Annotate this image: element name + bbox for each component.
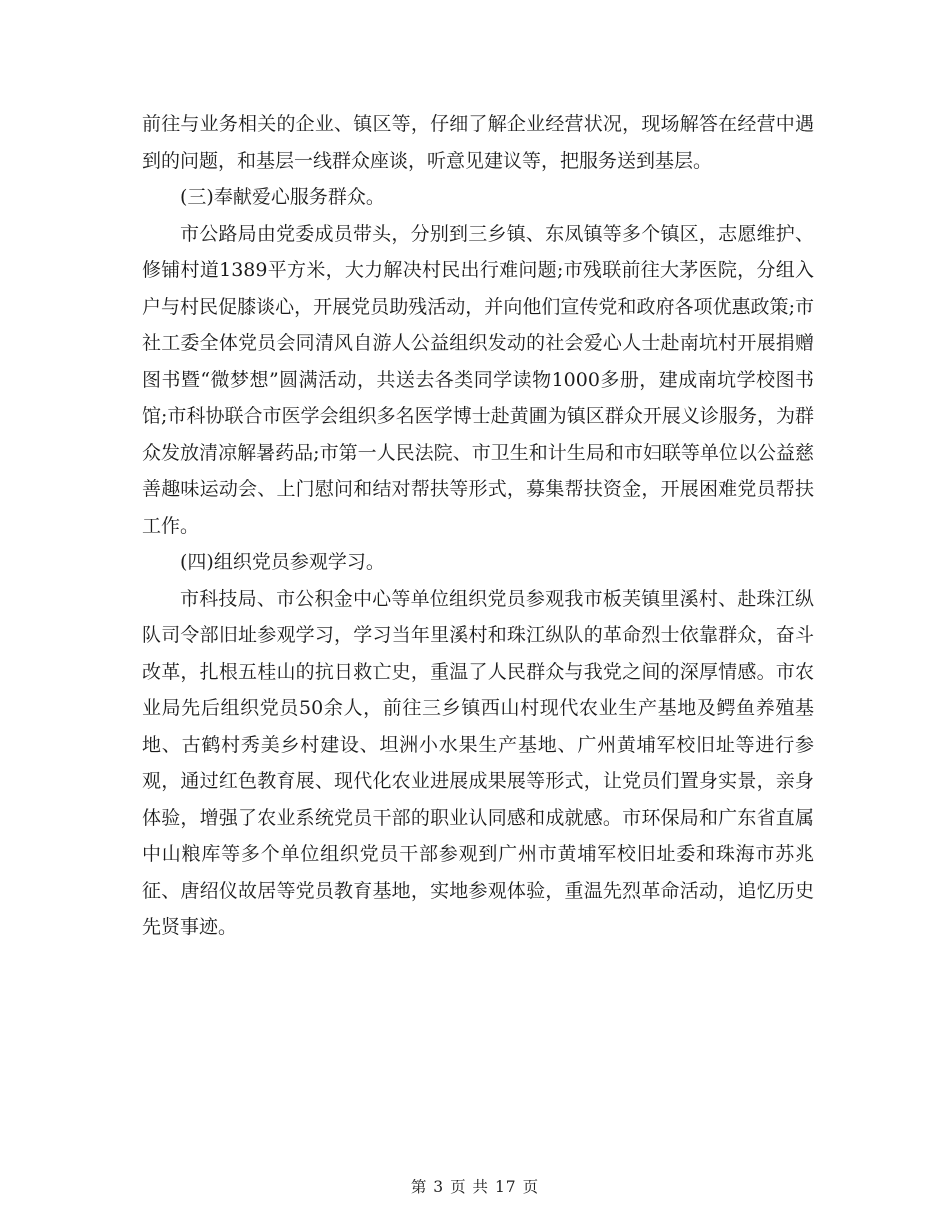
section-heading-four: (四)组织党员参观学习。	[180, 551, 385, 573]
section-heading-three: (三)奉献爱心服务群众。	[180, 186, 385, 208]
paragraph-study-visit: 市科技局、市公积金中心等单位组织党员参观我市板芙镇里溪村、赴珠江纵队司令部旧址参观学习，学习当年里溪村和珠江纵队的革命烈士依靠群众，奋斗改革，扎根五桂山的抗日救亡史，重温了人民群众与我党之间的深厚情感。市农业局先后组织党员50余人，前往三乡镇西山村现代农业生产基地及鳄鱼养殖基地、古鹤村秀美乡村建设、坦洲小水果生产基地、广州黄埔军校旧址等进行参观，通过红色教育展、现代化农业进展成果展等形式，让党员们置身实景，亲身体验，增强了农业系统党员干部的职业认同感和成就感。市环保局和广东省直属中山粮库等多个单位组织党员干部参观到广州市黄埔军校旧址委和珠海市苏兆征、唐绍仪故居等党员教育基地，实地参观体验，重温先烈革命活动，追忆历史先贤事迹。	[142, 587, 814, 938]
paragraph-continuation: 前往与业务相关的企业、镇区等，仔细了解企业经营状况，现场解答在经营中遇到的问题，和基层一线群众座谈，听意见建议等，把服务送到基层。	[142, 113, 814, 172]
page-number-footer: 第 3 页 共 17 页	[410, 1178, 540, 1196]
paragraph-volunteer-service: 市公路局由党委成员带头，分别到三乡镇、东凤镇等多个镇区，志愿维护、修铺村道1389平方米，大力解决村民出行难问题;市残联前往大茅医院，分组入户与村民促膝谈心，开展党员助残活动，并向他们宣传党和政府各项优惠政策;市社工委全体党员会同清风自游人公益组织发动的社会爱心人士赴南坑村开展捐赠图书暨“微梦想”圆满活动，共送去各类同学读物1000多册，建成南坑学校图书馆;市科协联合市医学会组织多名医学博士赴黄圃为镇区群众开展义诊服务，为群众发放清凉解暑药品;市第一人民法院、市卫生和计生局和市妇联等单位以公益慈善趣味运动会、上门慰问和结对帮扶等形式，募集帮扶资金，开展困难党员帮扶工作。	[142, 222, 814, 537]
